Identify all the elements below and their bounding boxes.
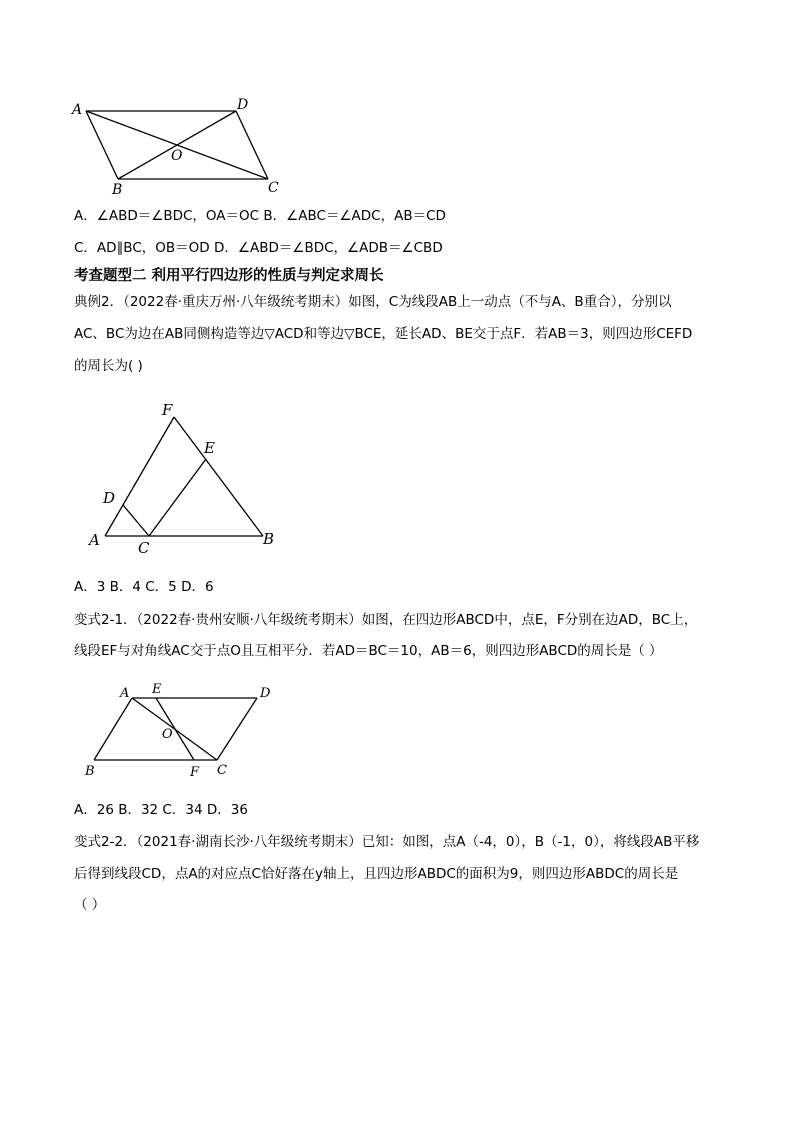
- variant21-line1: 变式2-1．（2022春·贵州安顺·八年级统考期末）如图，在四边形ABCD中，点E，F分别在边AD，BC上，: [74, 612, 698, 628]
- label-a: A: [72, 102, 83, 118]
- label-o: O: [171, 148, 183, 164]
- figure-equilateral-triangles: [80, 396, 290, 561]
- example2-line3: 的周长为( ): [74, 358, 143, 374]
- q1-options-line2: C．AD∥BC，OB＝OD D．∠ABD＝∠BDC，∠ADB＝∠CBD: [74, 240, 443, 256]
- q1-options-line1: A．∠ABD＝∠BDC，OA＝OC B．∠ABC＝∠ADC，AB＝CD: [74, 208, 446, 224]
- example2-line1: 典例2．（2022春·重庆万州·八年级统考期末）如图，C为线段AB上一动点（不与A、B重合），分别以: [74, 294, 672, 310]
- label-c: C: [217, 763, 227, 778]
- label-d: D: [237, 97, 249, 113]
- variant22-line3: （ ）: [74, 897, 106, 913]
- variant22-line2: 后得到线段CD，点A的对应点C恰好落在y轴上，且四边形ABDC的面积为9，则四边形ABDC的周长是: [74, 866, 679, 882]
- label-d: D: [260, 686, 271, 701]
- label-b: B: [263, 530, 275, 548]
- variant21-options: A．26 B．32 C．34 D．36: [74, 802, 248, 818]
- label-b: B: [85, 764, 95, 779]
- section-title: 考查题型二 利用平行四边形的性质与判定求周长: [74, 268, 384, 284]
- figure-parallelogram-abcd: [60, 92, 300, 202]
- label-d: D: [103, 489, 116, 507]
- variant21-line2: 线段EF与对角线AC交于点O且互相平分．若AD＝BC＝10，AB＝6，则四边形ABCD的周长是（ ）: [74, 643, 663, 659]
- variant22-line1: 变式2-2．（2021春·湖南长沙·八年级统考期末）已知：如图，点A（-4，0），B（-1，0），将线段AB平移: [74, 834, 700, 850]
- label-e: E: [204, 439, 215, 457]
- label-e: E: [152, 682, 162, 697]
- label-c: C: [268, 180, 279, 196]
- figure-parallelogram-ef-ac: [80, 680, 290, 780]
- label-a: A: [89, 531, 100, 549]
- label-a: A: [120, 686, 130, 701]
- label-o: O: [162, 727, 173, 742]
- label-f: F: [190, 765, 200, 780]
- example2-line2: AC、BC为边在AB同侧构造等边▽ACD和等边▽BCE，延长AD、BE交于点F．若AB＝3，则四边形CEFD: [74, 326, 693, 342]
- label-b: B: [112, 182, 123, 198]
- label-f: F: [162, 401, 173, 419]
- label-c: C: [138, 539, 150, 557]
- example2-options: A．3 B．4 C．5 D．6: [74, 579, 214, 595]
